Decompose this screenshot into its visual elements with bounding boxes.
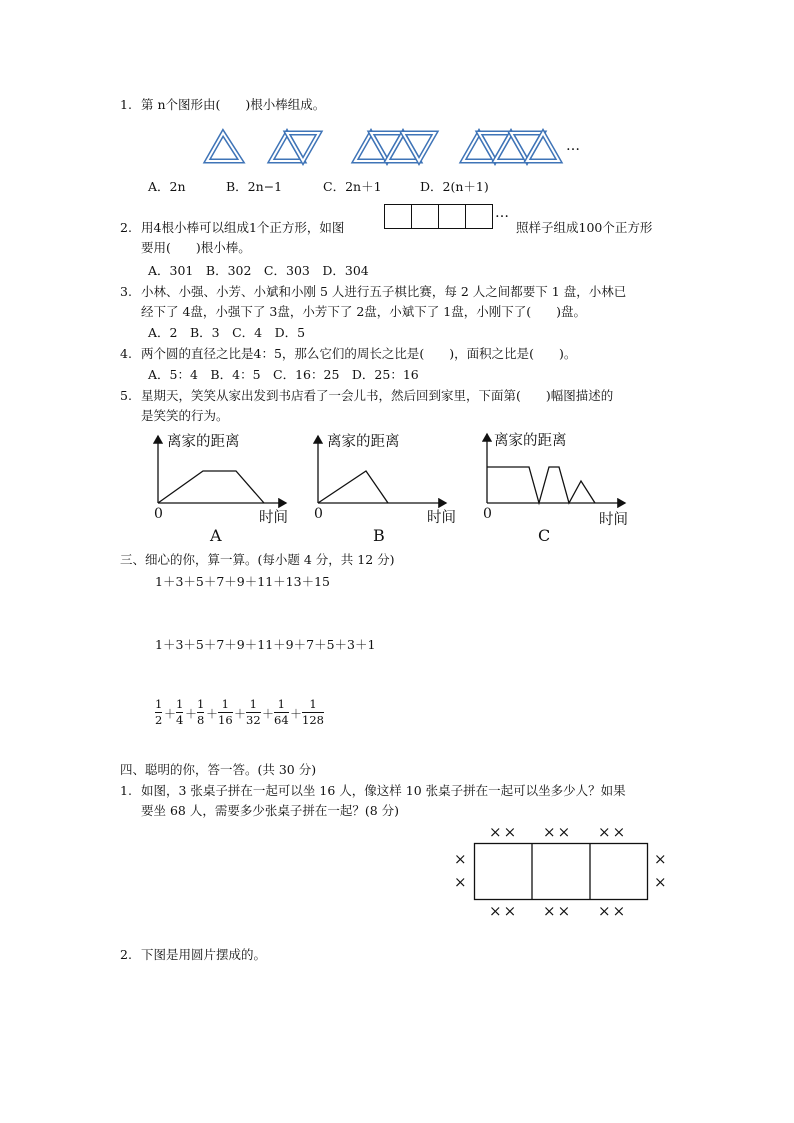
seat-marks-bottom-1: [489, 903, 518, 919]
s4-q2-number: 2.: [120, 947, 132, 962]
q2-options: A．301 B．302 C．303 D．304: [148, 263, 369, 278]
graph-a-line: [158, 471, 264, 503]
tables-figure: [474, 843, 650, 901]
fraction-1-2: [155, 698, 162, 727]
fraction-1-128: [302, 698, 324, 727]
graph-c-y-label: 离家的距离: [494, 433, 567, 449]
triangle-figure-4: [463, 133, 559, 161]
graph-c-x-label: 时间: [599, 512, 628, 528]
squares-row-figure: [384, 204, 494, 230]
plus-sign: ＋: [206, 707, 219, 721]
graph-c-caption: C: [538, 526, 551, 545]
seat-marks-top-1: [489, 824, 518, 840]
denominator: 128: [302, 713, 324, 727]
numerator: 1: [309, 697, 317, 711]
denominator: 4: [176, 713, 184, 727]
fraction-1-16: [218, 698, 233, 727]
q4-text: 两个圆的直径之比是4：5，那么它们的周长之比是( )，面积之比是( )。: [141, 346, 577, 361]
section3-expr3: [155, 698, 335, 734]
q1-option-c: C．2n＋1: [323, 179, 382, 194]
fraction-1-32: [246, 698, 261, 727]
numerator: 1: [249, 697, 257, 711]
seat-mark-left-1: ×: [454, 850, 467, 868]
graph-a-origin: 0: [154, 506, 163, 522]
q5-line1: 星期天，笑笑从家出发到书店看了一会儿书，然后回到家里，下面第( )幅图描述的: [141, 388, 614, 403]
q4-number: 4.: [120, 346, 132, 361]
q3-options: A．2 B．3 C．4 D．5: [148, 325, 306, 340]
graph-c-origin: 0: [483, 506, 492, 522]
seat-marks-bottom-2: [543, 903, 572, 919]
s4-q1-number: 1.: [120, 783, 132, 798]
graph-a-caption: A: [210, 526, 222, 545]
graph-b-line: [318, 471, 388, 503]
numerator: 1: [197, 697, 205, 711]
section3-expr2: 1＋3＋5＋7＋9＋11＋9＋7＋5＋3＋1: [155, 637, 376, 652]
fraction-1-64: [274, 698, 289, 727]
seat-mark-left-2: ×: [454, 873, 467, 891]
graph-b-x-label: 时间: [427, 510, 456, 526]
s4-q2-text: 下图是用圆片摆成的。: [141, 947, 267, 962]
graph-b-y-label: 离家的距离: [327, 434, 400, 450]
seat-mark: ×: [557, 902, 573, 920]
plus-sign: ＋: [185, 707, 198, 721]
q2-text-c: 要用( )根小棒。: [141, 240, 251, 255]
denominator: 32: [246, 713, 261, 727]
numerator: 1: [155, 697, 163, 711]
q4-options: A．5：4 B．4：5 C．16：25 D．25：16: [148, 367, 419, 382]
fraction-1-8: [197, 698, 204, 727]
graph-a-y-label: 离家的距离: [167, 434, 240, 450]
numerator: 1: [277, 697, 285, 711]
seat-mark: ×: [489, 823, 504, 841]
seat-mark: ×: [612, 902, 628, 920]
q1-option-a: A．2n: [148, 179, 186, 194]
seat-marks-top-2: [543, 824, 572, 840]
graph-c-line: [487, 467, 595, 503]
triangle-figure-2: [271, 133, 319, 161]
fraction-1-4: [176, 698, 183, 727]
seat-mark: ×: [557, 823, 573, 841]
plus-sign: ＋: [164, 707, 177, 721]
plus-sign: ＋: [262, 707, 275, 721]
denominator: 2: [155, 713, 163, 727]
graph-a-x-label: 时间: [259, 510, 288, 526]
q1-option-d: D．2(n＋1): [420, 179, 489, 194]
seat-mark: ×: [503, 902, 519, 920]
triangle-figure-3: [355, 133, 435, 161]
q1-option-b: B．2n−1: [226, 179, 283, 194]
seat-mark: ×: [489, 902, 504, 920]
denominator: 64: [274, 713, 289, 727]
seat-mark: ×: [598, 823, 613, 841]
q2-text-a: 用4根小棒可以组成1个正方形，如图: [141, 220, 345, 235]
seat-mark-right-2: ×: [654, 873, 667, 891]
q3-line2: 经下了 4盘，小强下了 3盘，小芳下了 2盘，小斌下了 1盘，小刚下了( )盘。: [141, 304, 586, 319]
denominator: 8: [197, 713, 205, 727]
q2-ellipsis: …: [495, 205, 509, 221]
plus-sign: ＋: [234, 707, 247, 721]
seat-mark: ×: [612, 823, 628, 841]
q1-ellipsis: …: [566, 138, 580, 154]
seat-marks-top-3: [598, 824, 627, 840]
graph-b-caption: B: [373, 526, 385, 545]
seat-mark: ×: [598, 902, 613, 920]
q1-number: 1.: [120, 97, 132, 112]
seat-marks-bottom-3: [598, 903, 627, 919]
seat-mark: ×: [543, 823, 558, 841]
graph-b-origin: 0: [314, 506, 323, 522]
seat-mark-right-1: ×: [654, 850, 667, 868]
section3-expr1: 1＋3＋5＋7＋9＋11＋13＋15: [155, 574, 330, 589]
q2-number: 2.: [120, 220, 132, 235]
plus-sign: ＋: [290, 707, 303, 721]
denominator: 16: [218, 713, 233, 727]
seat-mark: ×: [503, 823, 519, 841]
q5-line2: 是笑笑的行为。: [141, 408, 229, 423]
q3-number: 3.: [120, 284, 132, 299]
seat-mark: ×: [543, 902, 558, 920]
q2-text-b: 照样子组成100个正方形: [516, 220, 653, 235]
s4-q1-line2: 要坐 68 人，需要多少张桌子拼在一起？(8 分): [141, 803, 400, 818]
section4-heading: 四、聪明的你，答一答。(共 30 分): [120, 762, 317, 777]
q3-line1: 小林、小强、小芳、小斌和小刚 5 人进行五子棋比赛，每 2 人之间都要下 1 盘，小林已: [141, 284, 627, 299]
q5-number: 5.: [120, 388, 132, 403]
q1-text: 第 n个图形由( )根小棒组成。: [141, 97, 326, 112]
section3-heading: 三、细心的你，算一算。(每小题 4 分，共 12 分): [120, 552, 395, 567]
numerator: 1: [176, 697, 184, 711]
s4-q1-line1: 如图，3 张桌子拼在一起可以坐 16 人，像这样 10 张桌子拼在一起可以坐多少人？如果: [141, 783, 626, 798]
stick-triangles-figure: [205, 127, 565, 167]
triangle-figure-1: [207, 133, 241, 161]
numerator: 1: [221, 697, 229, 711]
